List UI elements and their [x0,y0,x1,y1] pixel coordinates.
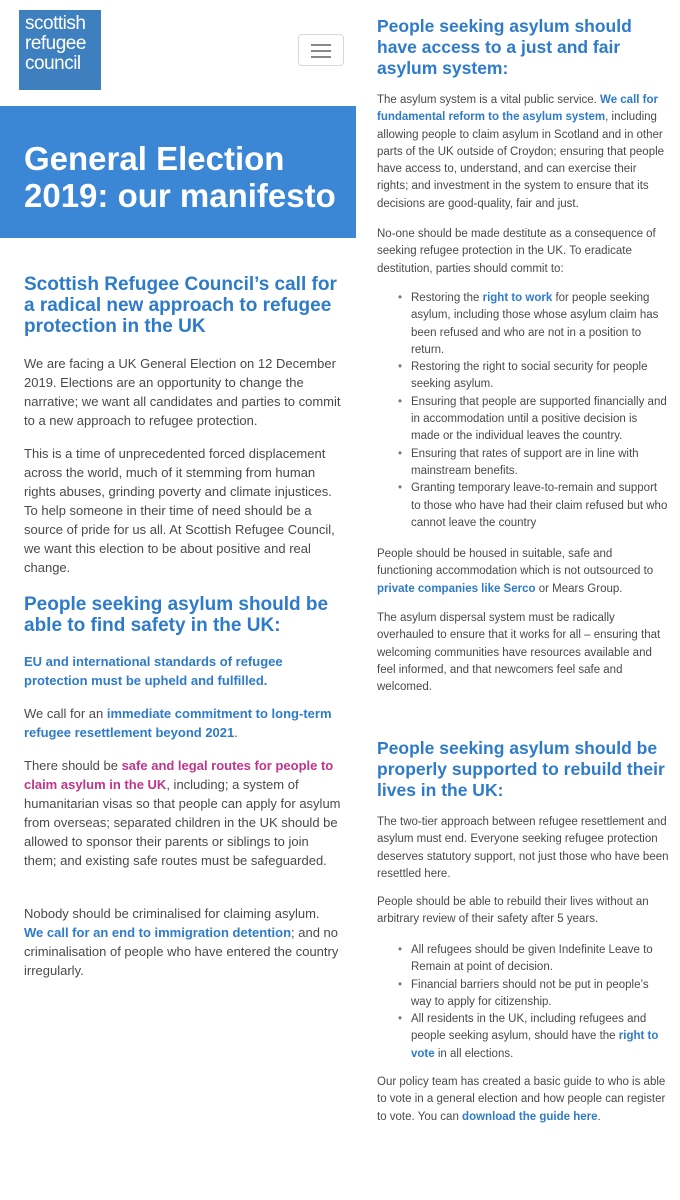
voting-guide-paragraph [377,1074,669,1126]
safety-review-paragraph: People should be able to rebuild their lives without an arbitrary review of their safety after 5 years. [377,896,649,926]
destitution-paragraph: No-one should be made destitute as a consequence of seeking refugee protection in the UK. To eradicate destitution, parties should commit to: [377,228,656,275]
text: , including; a system of humanitarian visas so that people can apply for asylum from overseas; separated children in the UK should be allowed to sponsor their parents or siblings to join them; and existing safe routes must be safeguarded. [24,777,341,868]
resettlement-link[interactable]: immediate commitment to long-term refugee resettlement beyond 2021 [24,706,332,740]
safe-routes-paragraph [24,756,342,870]
right-to-work-link[interactable]: right to work [482,292,553,304]
text: We call for an end to [24,925,155,940]
text: or Mears Group. [535,582,623,595]
text: ; and no criminalisation of people who have entered the country irregularly. [24,925,339,978]
text: The asylum system is a vital public service. [377,94,601,106]
intro-paragraph: We are facing a UK General Election on 12 December 2019. Elections are an opportunity to change the narrative; we want all candidates and parties to commit to a new approach to refugee protection. [24,356,341,428]
standards-paragraph: EU and international standards of refugee protection must be upheld and fulfilled. [24,654,283,688]
destitution-list [395,290,669,532]
text: Our policy team has created a basic guide to who is able to vote in a general election and how people can register to vote. You can [377,1076,666,1123]
support-heading: People seeking asylum should be properly supported to rebuild their lives in the UK: [377,738,665,800]
hero-banner [0,106,356,238]
asylum-reform-link[interactable]: We call for fundamental reform to the asylum system [377,94,658,124]
text: Nobody should be criminalised for claiming asylum. [24,906,320,921]
private-companies-link[interactable]: private companies like Serco [377,582,536,595]
list-item: • Restoring the right to social security for people seeking asylum. [395,359,669,394]
hamburger-menu-icon[interactable] [298,34,344,66]
logo-line: scottish [25,13,86,34]
text: . [597,1110,601,1123]
text: People should be housed in suitable, safe and functioning accommodation which is not outsourced to [377,548,654,578]
text: All residents in the UK, including refugees and people seeking asylum, should have the [411,1013,647,1043]
access-heading: People seeking asylum should have access to a just and fair asylum system: [377,16,632,78]
context-paragraph: This is a time of unprecedented forced displacement across the world, much of it stemming from human rights abuses, grinding poverty and climate injustices. To help someone in their time of need should be a source of pride for us all. At Scottish Refugee Council, we want this election to be about positive and real change. [24,446,335,575]
housing-paragraph [377,546,669,598]
intro-heading: Scottish Refugee Council’s call for a radical new approach to refugee protection in the UK [24,274,337,337]
list-item: • Ensuring that people are supported financially and in accommodation until a positive decision is made or the individual leaves the country. [395,394,669,446]
list-item [395,1011,669,1063]
download-guide-link[interactable]: download the guide here [462,1110,598,1123]
list-item: • Financial barriers should not be put in people’s way to apply for citizenship. [395,977,669,1012]
text: There should be [24,758,122,773]
page-title: General Election 2019: our manifesto [24,140,336,214]
safe-routes-link[interactable]: safe and legal routes for people to claim asylum in the UK [24,758,334,792]
logo-line: council [25,53,81,74]
rebuild-list [395,942,669,1063]
logo-line: refugee [25,33,86,54]
text: for people seeking asylum, including those whose asylum claim has been refused and who are not in a position to return. [411,292,659,356]
list-item [395,290,669,359]
dispersal-paragraph: The asylum dispersal system must be radically overhauled to ensure that it works for all – ensuring that welcoming communities have resources available and feel informed, and that newcomers feel safe and welcomed. [377,612,661,694]
right-column [340,0,680,1200]
intro-section [24,274,344,337]
two-tier-paragraph: The two-tier approach between refugee resettlement and asylum must end. Everyone seeking refugee protection deserves statutory support, not just those who have been resettled here. [377,816,669,880]
text: in all elections. [434,1047,514,1060]
text: We call for an [24,706,107,721]
immigration-detention-link[interactable]: immigration detention [154,925,292,940]
resettlement-paragraph [24,704,342,742]
text: , including allowing people to claim asylum in Scotland and in other parts of the UK outside of Croydon; ensuring that people have access to, understand, and can exercise their rights; and investment in the system to ensure that its decisions are good-quality, fair and just. [377,111,665,210]
asylum-reform-paragraph [377,92,669,213]
criminalisation-paragraph [24,904,342,980]
scottish-refugee-council-logo[interactable] [19,10,101,90]
right-to-vote-link[interactable]: right to vote [411,1030,659,1060]
text: Restoring the [411,292,483,304]
list-item: • Granting temporary leave-to-remain and support to those who have had their claim refused but who cannot leave the country [395,480,669,532]
text: . [234,725,238,740]
list-item: • All refugees should be given Indefinite Leave to Remain at point of decision. [395,942,669,977]
safety-heading: People seeking asylum should be able to find safety in the UK: [24,594,329,636]
list-item: • Ensuring that rates of support are in line with mainstream benefits. [395,446,669,481]
